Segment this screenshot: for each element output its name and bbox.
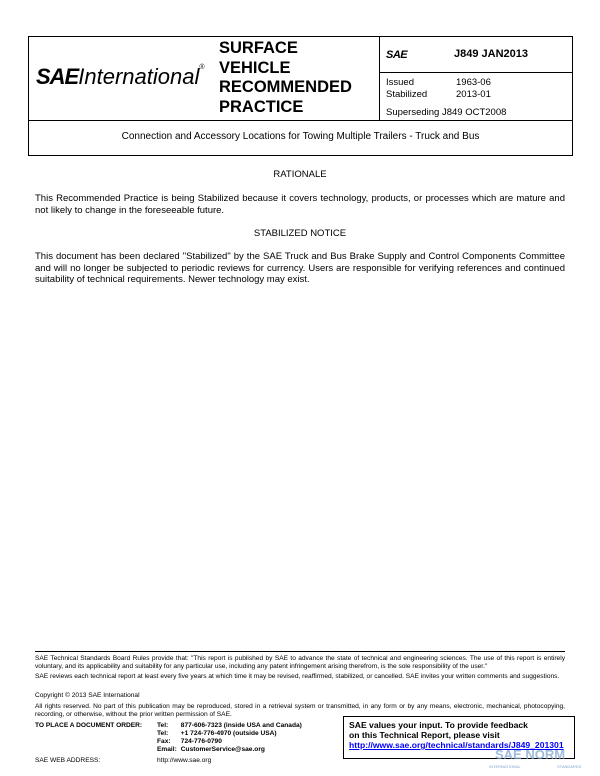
issued-row bbox=[386, 77, 491, 88]
document-info-box bbox=[379, 37, 573, 120]
tel1-value: 877-606-7323 (inside USA and Canada) bbox=[180, 722, 302, 729]
sae-norm-watermark bbox=[487, 742, 587, 772]
order-contact-table bbox=[35, 722, 306, 765]
notice-heading: STABILIZED NOTICE bbox=[253, 228, 347, 239]
reviews-text: SAE reviews each technical report at least every five years at which time it may be revised, reaffirmed, stabilized, or cancelled. SAE invites your written comments and suggestions. bbox=[35, 673, 560, 680]
tel2-value: +1 724-776-4970 (outside USA) bbox=[180, 730, 277, 737]
document-subtitle: Connection and Accessory Locations for Towing Multiple Trailers - Truck and Bus bbox=[121, 131, 480, 142]
title-line: SURFACE bbox=[219, 39, 298, 57]
fax-value: 724-776-0790 bbox=[180, 738, 222, 745]
rationale-text: This Recommended Practice is being Stabilized because it covers technology, products, or processes which are mature and not likely to change in the foreseeable future. bbox=[35, 193, 565, 216]
feedback-link[interactable]: http://www.sae.org/technical/standards/J849_201301 bbox=[349, 740, 564, 750]
order-label: TO PLACE A DOCUMENT ORDER: bbox=[35, 722, 143, 729]
superseding: Superseding J849 OCT2008 bbox=[386, 107, 507, 118]
sae-mini-logo: SAE bbox=[386, 49, 408, 61]
document-id-row bbox=[380, 37, 573, 73]
web-label: SAE WEB ADDRESS: bbox=[35, 757, 101, 764]
feedback-line: SAE values your input. To provide feedback bbox=[349, 720, 528, 730]
document-type-title bbox=[219, 39, 352, 117]
sae-international-logo: SAEInternational® bbox=[36, 64, 205, 89]
header-frame bbox=[28, 36, 573, 156]
stabilized-row bbox=[386, 89, 491, 100]
document-id: J849 JAN2013 bbox=[454, 48, 529, 60]
watermark-main: SAE NORM bbox=[495, 747, 566, 762]
tel2-label: Tel: bbox=[157, 730, 169, 737]
email-value[interactable]: CustomerService@sae.org bbox=[180, 746, 265, 753]
title-line: PRACTICE bbox=[219, 97, 304, 116]
watermark-right: STANDARDS bbox=[557, 764, 582, 769]
feedback-line: on this Technical Report, please visit bbox=[349, 730, 500, 740]
header-row bbox=[29, 37, 572, 121]
title-line: VEHICLE bbox=[219, 58, 291, 77]
email-label: Email: bbox=[157, 746, 177, 753]
copyright: Copyright © 2013 SAE International bbox=[35, 692, 140, 699]
stabilized-value: 2013-01 bbox=[456, 89, 491, 100]
web-value[interactable]: http://www.sae.org bbox=[157, 757, 212, 764]
watermark-left: INTERNATIONAL bbox=[489, 764, 521, 769]
fax-label: Fax: bbox=[157, 738, 171, 745]
title-line: RECOMMENDED bbox=[219, 78, 352, 96]
rationale-heading: RATIONALE bbox=[273, 169, 327, 180]
footer-separator bbox=[35, 651, 565, 652]
rights-text: All rights reserved. No part of this publication may be reproduced, stored in a retrieval system or transmitted, in any form or by any means, electronic, mechanical, photocopying, recording, or otherwise, without the prior written permission of SAE. bbox=[35, 703, 565, 718]
notice-text: This document has been declared "Stabilized" by the SAE Truck and Bus Brake Supply and Control Components Committee and will no longer be subjected to periodic reviews for currency. Users are responsible for verifying references and continued suitability of technical requirements. Newer technology may exist. bbox=[35, 251, 565, 285]
board-rules-text: SAE Technical Standards Board Rules provide that: "This report is published by SAE to advance the state of technical and engineering sciences. The use of this report is entirely voluntary, and its applicability and suitability for any particular use, including any patent infringement arising therefrom, is the sole responsibility of the user." bbox=[35, 655, 565, 670]
stabilized-label: Stabilized bbox=[386, 89, 428, 100]
tel1-label: Tel: bbox=[157, 722, 169, 729]
issued-label: Issued bbox=[386, 77, 414, 88]
issued-value: 1963-06 bbox=[456, 77, 491, 88]
